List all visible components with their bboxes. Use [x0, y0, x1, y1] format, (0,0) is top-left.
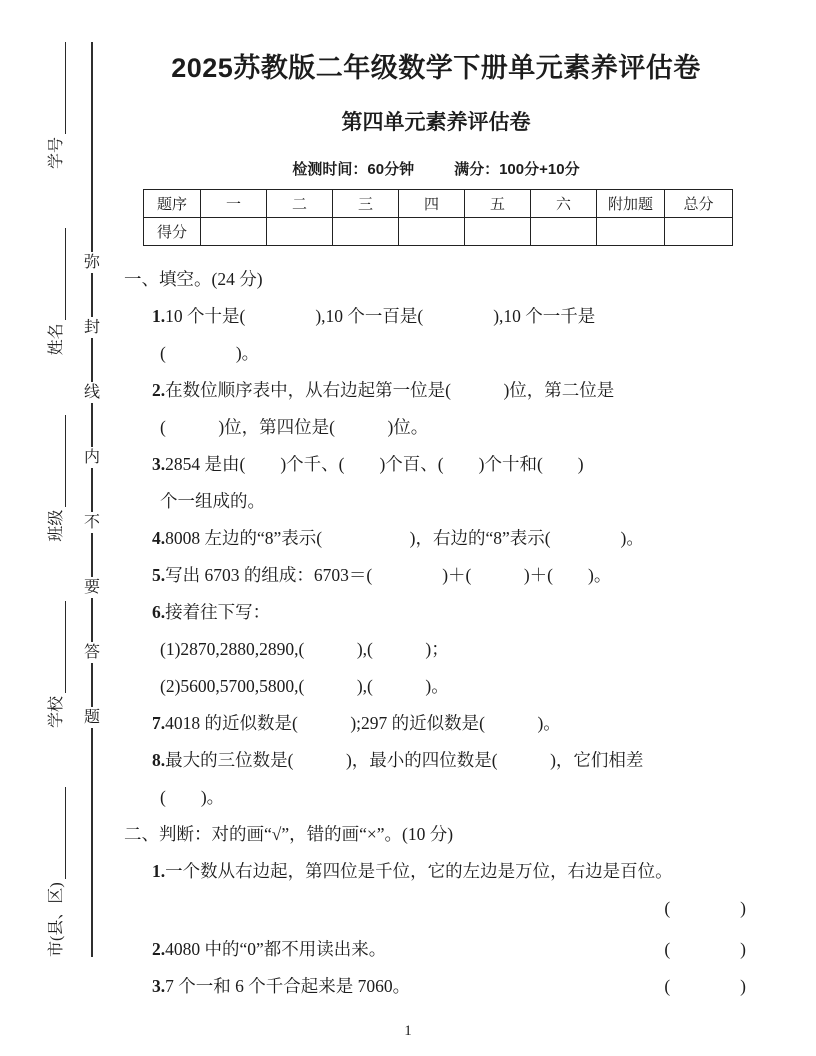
- score-cell-empty: [465, 218, 531, 246]
- score-cell-empty: [597, 218, 665, 246]
- question-text: 一个数从右边起，第四位是千位，它的左边是万位，右边是百位。: [165, 861, 673, 881]
- write-in-blank: [62, 42, 66, 134]
- question-number: 7.: [152, 713, 166, 733]
- question-number: 3.: [152, 976, 166, 996]
- question-line-continuation: [124, 779, 748, 816]
- seal-char: 弥: [84, 254, 101, 271]
- question-number: 1.: [152, 306, 166, 326]
- seal-char: 要: [84, 579, 101, 596]
- field-label: 市(县、区): [48, 882, 65, 957]
- question-number: 4.: [152, 528, 166, 548]
- question-subline: [124, 668, 748, 705]
- page-number: 1: [404, 1023, 412, 1039]
- section-1-heading: 一、填空。(24 分): [124, 269, 263, 289]
- seal-line-segment: [91, 338, 92, 382]
- question-number: 2.: [152, 380, 166, 400]
- question-text: (1)2870,2880,2890,( ),( )；: [160, 639, 449, 659]
- seal-line-segment: [91, 728, 92, 957]
- score-cell-empty: [333, 218, 399, 246]
- seal-line-segment: [91, 663, 92, 707]
- judge-question: [152, 931, 386, 968]
- judge-question: [152, 968, 410, 1005]
- question-line-continuation: [124, 483, 748, 520]
- field-class: [49, 415, 66, 542]
- header-col-1: 一: [201, 190, 267, 218]
- question-text: ( )。: [160, 343, 260, 363]
- question-text: 4080 中的“0”都不用读出来。: [165, 939, 387, 959]
- question-line-continuation: [124, 409, 748, 446]
- judge-answer-blank: ( ): [664, 939, 746, 959]
- write-in-blank: [62, 601, 66, 693]
- score-cell-empty: [665, 218, 733, 246]
- score-cell-empty: [267, 218, 333, 246]
- student-info-fields: [38, 42, 66, 957]
- exam-info-row: [124, 158, 748, 179]
- question-line: [124, 520, 748, 557]
- question-number: 1.: [152, 861, 166, 881]
- exam-body: [124, 261, 748, 1005]
- question-text: (2)5600,5700,5800,( ),( )。: [160, 676, 449, 696]
- write-in-blank: [62, 228, 66, 320]
- header-col-3: 三: [333, 190, 399, 218]
- score-table-score-row: [144, 218, 733, 246]
- write-in-blank: [62, 415, 66, 507]
- question-number: 5.: [152, 565, 166, 585]
- seal-char: 封: [84, 319, 101, 336]
- score-table-header-row: [144, 190, 733, 218]
- seal-line-segment: [91, 533, 92, 577]
- field-label: 姓名: [48, 323, 65, 356]
- seal-char: 不: [84, 514, 101, 531]
- exam-score-info: 满分：100分+10分: [454, 161, 580, 178]
- header-col-5: 五: [465, 190, 531, 218]
- field-city-county-district: [49, 787, 66, 957]
- seal-line-segment: [91, 42, 92, 252]
- seal-char: 答: [84, 644, 101, 661]
- field-label: 班级: [48, 509, 65, 542]
- header-total: 总分: [665, 190, 733, 218]
- question-line: [124, 594, 748, 631]
- header-bonus: 附加题: [597, 190, 665, 218]
- header-col-2: 二: [267, 190, 333, 218]
- question-text: 7 个一和 6 个千合起来是 7060。: [165, 976, 411, 996]
- seal-line-segment: [91, 273, 92, 317]
- question-text: 接着往下写：: [165, 602, 271, 622]
- question-text: 最大的三位数是( )，最小的四位数是( )，它们相差: [165, 750, 644, 770]
- question-text: 4018 的近似数是( );297 的近似数是( )。: [165, 713, 561, 733]
- score-table: [143, 189, 733, 246]
- field-name: [49, 228, 66, 355]
- question-text: 8008 左边的“8”表示( )，右边的“8”表示( )。: [165, 528, 644, 548]
- judge-answer-blank: ( ): [664, 976, 746, 996]
- question-text: 个一组成的。: [160, 491, 265, 511]
- section-2-heading: 二、判断：对的画“√”，错的画“×”。(10 分): [124, 824, 454, 844]
- question-line: [124, 446, 748, 483]
- seal-line: [84, 42, 100, 957]
- judge-answer-blank: ( ): [664, 898, 746, 918]
- question-text: 在数位顺序表中，从右边起第一位是( )位，第二位是: [165, 380, 615, 400]
- judge-question-line: [124, 968, 748, 1005]
- seal-char: 线: [84, 384, 101, 401]
- write-in-blank: [62, 787, 66, 879]
- score-row-label: 得分: [144, 218, 201, 246]
- header-col-6: 六: [531, 190, 597, 218]
- exam-main-title: 2025苏教版二年级数学下册单元素养评估卷: [171, 53, 701, 83]
- question-number: 2.: [152, 939, 166, 959]
- question-number: 6.: [152, 602, 166, 622]
- question-text: 2854 是由( )个千、( )个百、( )个十和( ): [165, 454, 584, 474]
- judge-question-line: [124, 931, 748, 968]
- question-line: [124, 372, 748, 409]
- question-text: 写出 6703 的组成：6703＝( )＋( )＋( )。: [165, 565, 612, 585]
- question-number: 8.: [152, 750, 166, 770]
- question-line: [124, 742, 748, 779]
- field-school: [49, 601, 66, 728]
- question-line-continuation: [124, 335, 748, 372]
- field-label: 学校: [48, 696, 65, 729]
- seal-char: 题: [84, 709, 101, 726]
- score-cell-empty: [399, 218, 465, 246]
- field-label: 学号: [48, 137, 65, 170]
- question-line: [124, 705, 748, 742]
- student-info-margin: [38, 42, 66, 957]
- seal-line-segment: [91, 403, 92, 447]
- question-text: ( )。: [160, 787, 225, 807]
- score-cell-empty: [531, 218, 597, 246]
- seal-line-segment: [91, 468, 92, 512]
- question-line: [124, 298, 748, 335]
- question-text: ( )位，第四位是( )位。: [160, 417, 429, 437]
- header-question-order: 题序: [144, 190, 201, 218]
- score-cell-empty: [201, 218, 267, 246]
- exam-time-info: 检测时间：60分钟: [292, 161, 415, 178]
- question-subline: [124, 631, 748, 668]
- field-student-number: [49, 42, 66, 169]
- question-line: [124, 557, 748, 594]
- header-col-4: 四: [399, 190, 465, 218]
- exam-content: [124, 0, 748, 1005]
- seal-line-segment: [91, 598, 92, 642]
- question-text: 10 个十是( ),10 个一百是( ),10 个一千是: [165, 306, 596, 326]
- judge-question-line: [124, 853, 748, 890]
- seal-char: 内: [84, 449, 101, 466]
- exam-unit-title: 第四单元素养评估卷: [341, 111, 531, 134]
- question-number: 3.: [152, 454, 166, 474]
